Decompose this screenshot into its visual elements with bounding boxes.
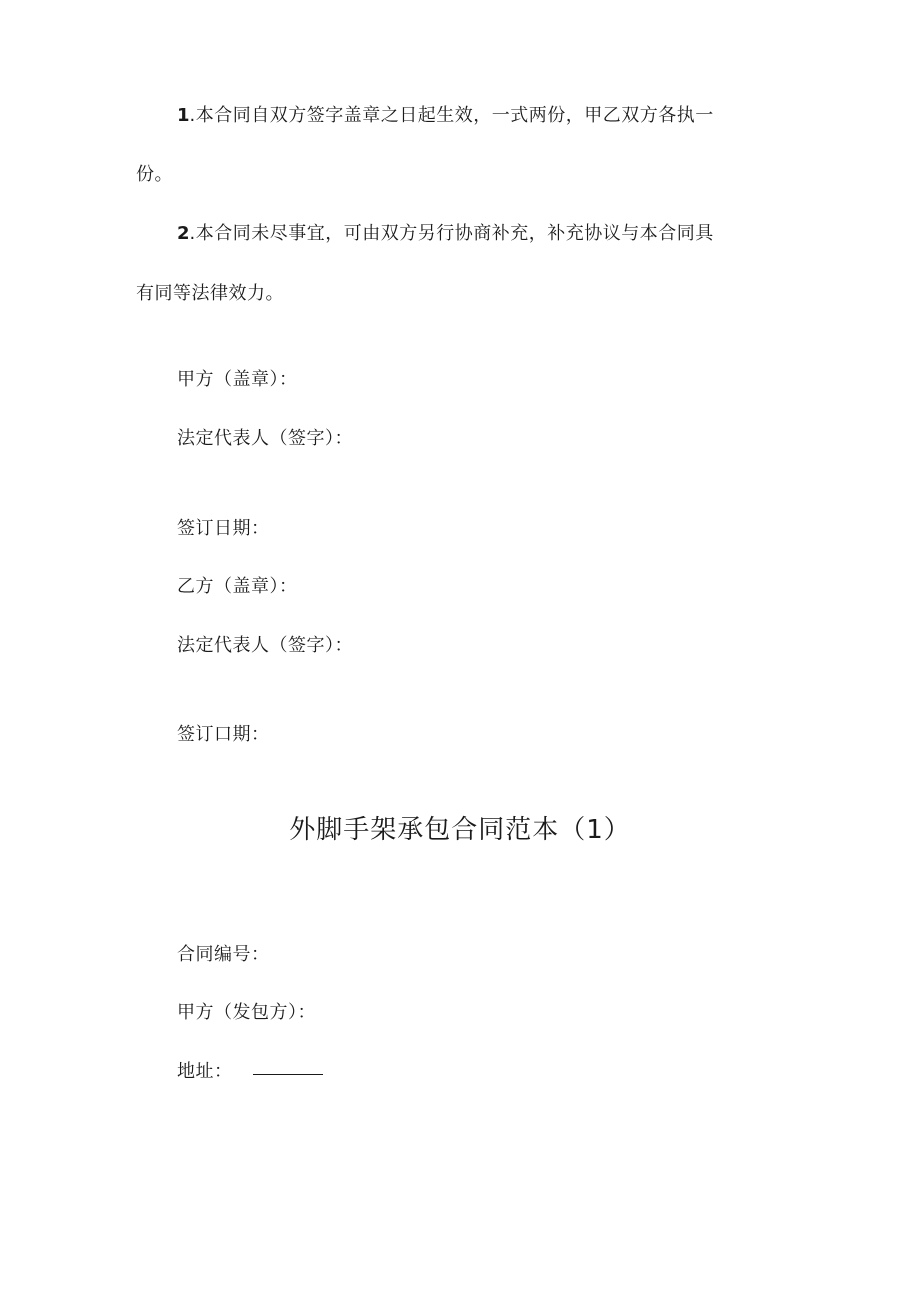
- party-b-sign-date-label: 签订口期：: [177, 724, 270, 745]
- clause-1-line-2: 份。: [136, 164, 173, 185]
- contract-title: 外脚手架承包合同范本（1）: [289, 815, 631, 845]
- party-a-seal-label: 甲方（盖章）：: [177, 369, 298, 390]
- clause-1-text: .本合同自双方签字盖章之日起生效，一式两份，甲乙双方各执一: [189, 105, 714, 126]
- address-label: 地址：: [177, 1061, 233, 1082]
- clause-2-text: .本合同未尽事宜，可由双方另行协商补充，补充协议与本合同具: [189, 223, 714, 244]
- address-blank-line: [253, 1074, 323, 1075]
- party-b-seal-label: 乙方（盖章）：: [177, 576, 298, 597]
- clause-2-line-1: [177, 222, 714, 246]
- clause-1-number: 1: [177, 105, 190, 126]
- party-b-representative-label: 法定代表人（签字）：: [177, 635, 353, 656]
- clause-2-number: 2: [177, 223, 190, 244]
- clause-1-line-1: [177, 104, 714, 128]
- address-row: [177, 1060, 323, 1084]
- clause-2-line-2: 有同等法律效力。: [136, 283, 284, 304]
- party-a-sign-date-label: 签订日期：: [177, 518, 270, 539]
- contract-number-label: 合同编号：: [177, 944, 270, 965]
- party-a-representative-label: 法定代表人（签字）：: [177, 428, 353, 449]
- party-a-employer-label: 甲方（发包方）：: [177, 1002, 316, 1023]
